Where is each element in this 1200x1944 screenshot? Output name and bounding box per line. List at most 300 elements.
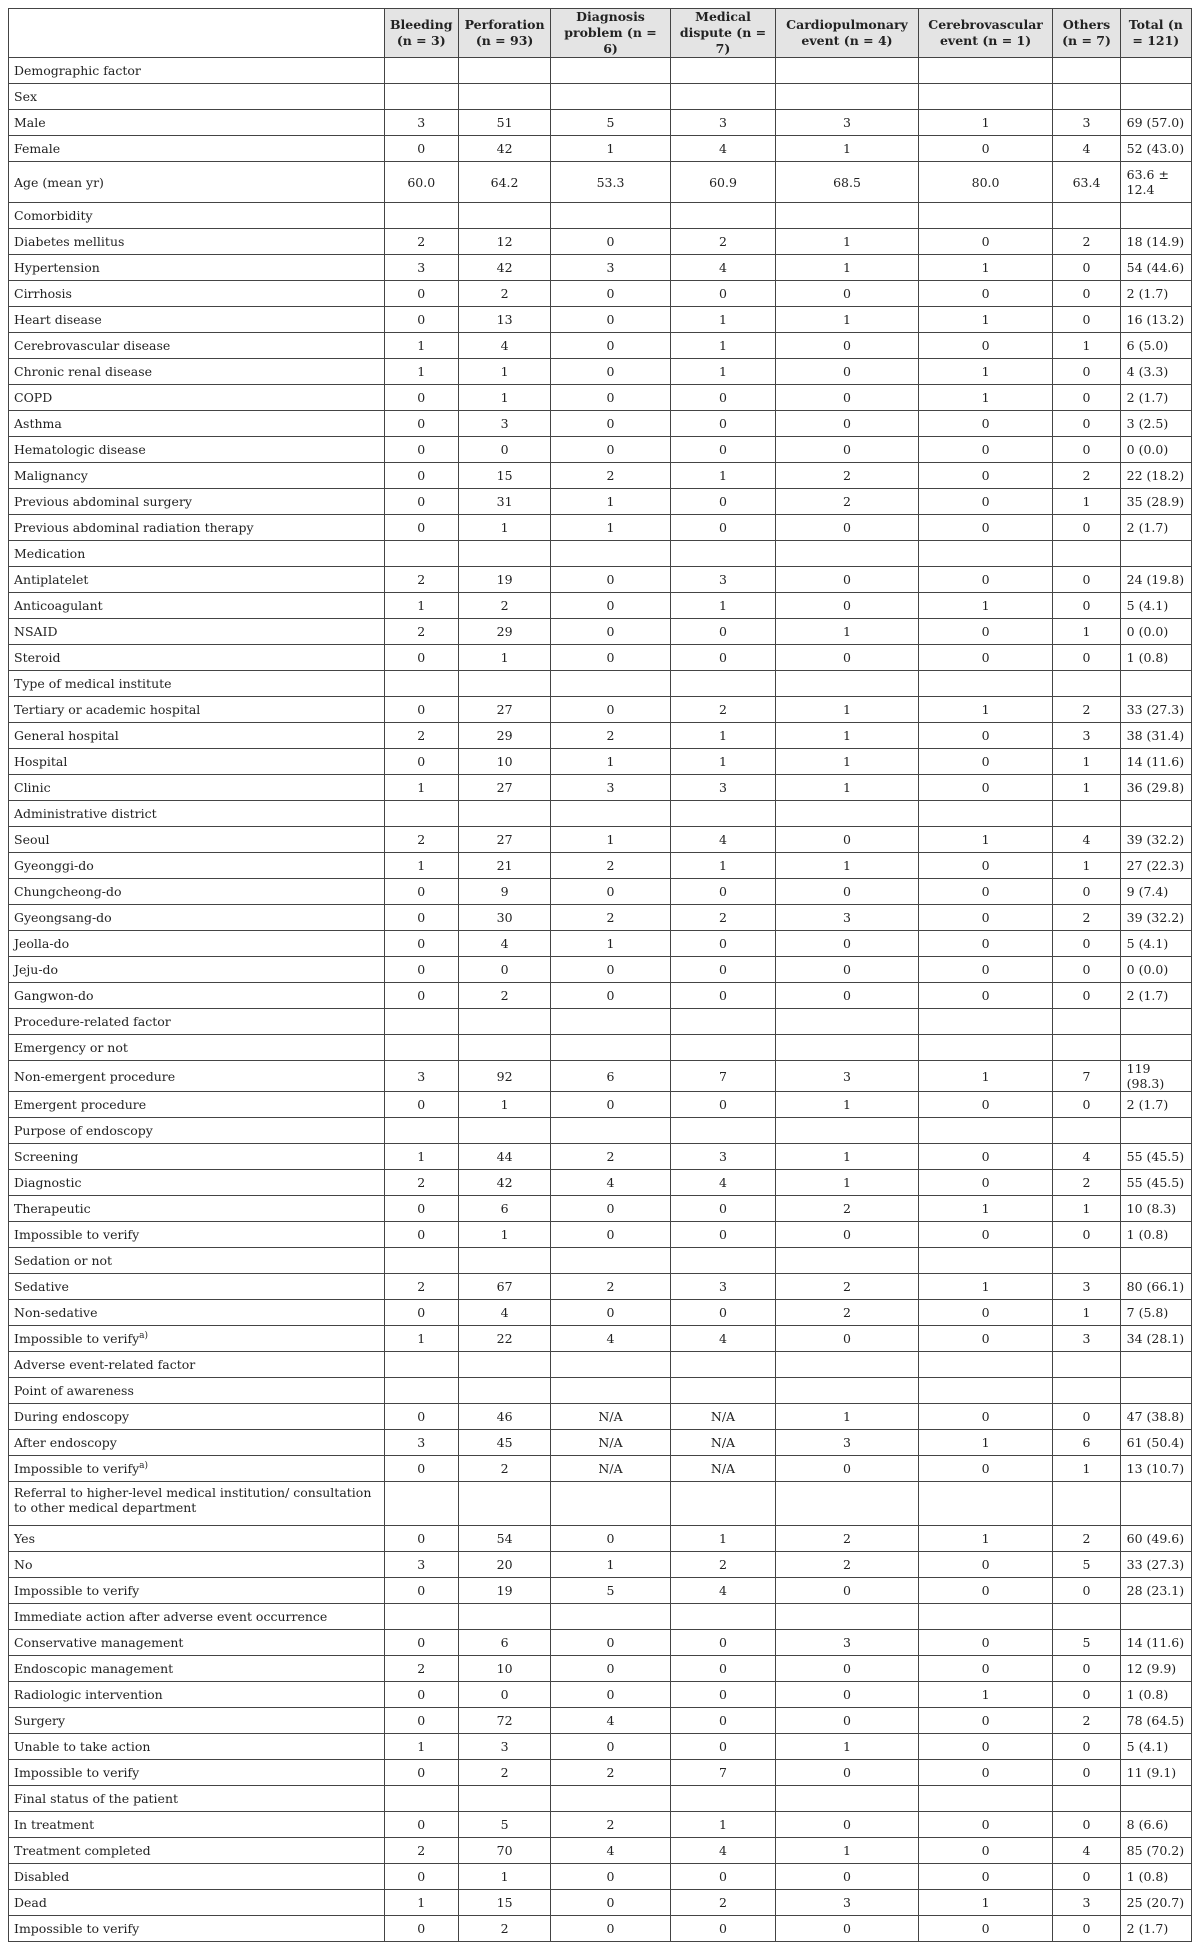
row-label-text: Final status of the patient — [14, 1791, 179, 1806]
value-cell: 0 — [551, 983, 671, 1009]
row-label — [9, 1604, 385, 1630]
value-cell — [918, 1786, 1053, 1812]
row-label — [9, 1656, 385, 1682]
value-cell — [1053, 1118, 1120, 1144]
row-label — [9, 1430, 385, 1456]
table-row — [9, 1326, 1192, 1352]
row-label-text: Medication — [14, 546, 86, 561]
value-cell: 0 — [1053, 567, 1120, 593]
value-cell: 0 — [1053, 1760, 1120, 1786]
row-label — [9, 307, 385, 333]
value-cell: 0 — [551, 697, 671, 723]
total-cell — [1120, 1248, 1191, 1274]
value-cell: 0 — [551, 879, 671, 905]
value-cell: 4 — [670, 1326, 775, 1352]
value-cell: 1 — [670, 593, 775, 619]
value-cell: 2 — [384, 1274, 458, 1300]
row-label — [9, 84, 385, 110]
value-cell: 0 — [1053, 1656, 1120, 1682]
table-row — [9, 1248, 1192, 1274]
value-cell — [458, 1482, 550, 1526]
value-cell: 0 — [384, 1916, 458, 1942]
value-cell: 3 — [458, 411, 550, 437]
row-label — [9, 983, 385, 1009]
value-cell — [670, 1352, 775, 1378]
table-row — [9, 1760, 1192, 1786]
table-row — [9, 619, 1192, 645]
row-label — [9, 1248, 385, 1274]
value-cell — [551, 84, 671, 110]
value-cell: 0 — [1053, 1578, 1120, 1604]
row-label — [9, 1526, 385, 1552]
value-cell — [384, 1035, 458, 1061]
value-cell: 2 — [458, 1916, 550, 1942]
value-cell: 2 — [1053, 463, 1120, 489]
table-row — [9, 515, 1192, 541]
value-cell: 1 — [551, 1552, 671, 1578]
value-cell: 42 — [458, 1170, 550, 1196]
value-cell: 0 — [918, 931, 1053, 957]
row-label-text: Emergent procedure — [14, 1097, 147, 1112]
row-label — [9, 827, 385, 853]
value-cell: 64.2 — [458, 162, 550, 203]
value-cell: 0 — [384, 411, 458, 437]
value-cell: 0 — [1053, 879, 1120, 905]
row-label-text: Impossible to verify — [14, 1921, 140, 1936]
value-cell — [918, 1604, 1053, 1630]
value-cell: N/A — [670, 1404, 775, 1430]
value-cell — [458, 1118, 550, 1144]
value-cell: 0 — [551, 1300, 671, 1326]
value-cell: 1 — [458, 1864, 550, 1890]
value-cell: 51 — [458, 110, 550, 136]
value-cell: 0 — [1053, 1812, 1120, 1838]
value-cell — [551, 671, 671, 697]
table-row — [9, 84, 1192, 110]
value-cell: 0 — [384, 1222, 458, 1248]
total-cell — [1120, 1118, 1191, 1144]
value-cell: 0 — [776, 1760, 919, 1786]
value-cell: 0 — [458, 1682, 550, 1708]
value-cell: 0 — [776, 827, 919, 853]
total-cell: 2 (1.7) — [1120, 385, 1191, 411]
row-label-text: Screening — [14, 1149, 79, 1164]
row-label-text: Treatment completed — [14, 1843, 151, 1858]
value-cell — [918, 541, 1053, 567]
value-cell: 0 — [776, 983, 919, 1009]
table-row — [9, 1578, 1192, 1604]
value-cell: 1 — [918, 1430, 1053, 1456]
table-row — [9, 1352, 1192, 1378]
row-label-text: Gangwon-do — [14, 988, 94, 1003]
row-label-text: Cerebrovascular disease — [14, 338, 171, 353]
row-label-text: Endoscopic management — [14, 1661, 174, 1676]
value-cell: 4 — [551, 1170, 671, 1196]
row-label-text: Chronic renal disease — [14, 364, 153, 379]
table-row — [9, 1009, 1192, 1035]
value-cell: 0 — [670, 957, 775, 983]
total-cell — [1120, 1378, 1191, 1404]
table-row — [9, 1916, 1192, 1942]
table-row — [9, 697, 1192, 723]
value-cell: 3 — [776, 1630, 919, 1656]
row-label-text: Hematologic disease — [14, 442, 146, 457]
value-cell — [551, 541, 671, 567]
value-cell: 0 — [384, 645, 458, 671]
row-label-text: Sedative — [14, 1279, 69, 1294]
value-cell: 0 — [384, 385, 458, 411]
row-label — [9, 1760, 385, 1786]
row-label — [9, 359, 385, 385]
table-row — [9, 1786, 1192, 1812]
value-cell: 0 — [1053, 437, 1120, 463]
value-cell: 4 — [458, 931, 550, 957]
value-cell — [918, 203, 1053, 229]
value-cell: 1 — [670, 307, 775, 333]
row-label-text: Impossible to verify — [14, 1583, 140, 1598]
value-cell: 0 — [670, 931, 775, 957]
value-cell: 0 — [670, 437, 775, 463]
total-cell: 2 (1.7) — [1120, 1916, 1191, 1942]
value-cell — [384, 1786, 458, 1812]
value-cell: 1 — [458, 1222, 550, 1248]
value-cell: 27 — [458, 697, 550, 723]
value-cell: 0 — [776, 1656, 919, 1682]
value-cell: 0 — [776, 1916, 919, 1942]
value-cell: 9 — [458, 879, 550, 905]
row-label — [9, 229, 385, 255]
value-cell: 0 — [670, 1300, 775, 1326]
value-cell — [670, 1118, 775, 1144]
value-cell: 2 — [384, 723, 458, 749]
value-cell: 1 — [918, 1061, 1053, 1092]
total-cell: 47 (38.8) — [1120, 1404, 1191, 1430]
row-label-text: Immediate action after adverse event occurrence — [14, 1609, 328, 1624]
row-label — [9, 1682, 385, 1708]
value-cell: 0 — [384, 697, 458, 723]
value-cell: 0 — [776, 1708, 919, 1734]
value-cell: 1 — [1053, 775, 1120, 801]
total-cell: 7 (5.8) — [1120, 1300, 1191, 1326]
table-row — [9, 1604, 1192, 1630]
row-label-text: Asthma — [14, 416, 62, 431]
value-cell: 0 — [384, 489, 458, 515]
value-cell: 2 — [551, 463, 671, 489]
value-cell: 1 — [918, 593, 1053, 619]
value-cell: 12 — [458, 229, 550, 255]
value-cell — [918, 801, 1053, 827]
value-cell: 0 — [384, 1630, 458, 1656]
table-row — [9, 229, 1192, 255]
value-cell: 0 — [384, 437, 458, 463]
value-cell: 0 — [1053, 983, 1120, 1009]
value-cell: 2 — [458, 983, 550, 1009]
value-cell — [670, 1009, 775, 1035]
value-cell — [458, 1009, 550, 1035]
row-label — [9, 1274, 385, 1300]
table-row — [9, 1118, 1192, 1144]
row-label — [9, 1812, 385, 1838]
value-cell — [384, 1118, 458, 1144]
value-cell: 6 — [458, 1196, 550, 1222]
table-row — [9, 1170, 1192, 1196]
value-cell: 15 — [458, 1890, 550, 1916]
row-label-text: Steroid — [14, 650, 61, 665]
row-label — [9, 775, 385, 801]
value-cell: 0 — [670, 1656, 775, 1682]
value-cell: 2 — [1053, 905, 1120, 931]
value-cell: 0 — [918, 1812, 1053, 1838]
value-cell: 1 — [918, 110, 1053, 136]
total-cell — [1120, 84, 1191, 110]
table-container — [8, 8, 1192, 1942]
row-label-text: General hospital — [14, 728, 119, 743]
row-label — [9, 162, 385, 203]
value-cell: 2 — [1053, 1170, 1120, 1196]
value-cell: 0 — [918, 853, 1053, 879]
value-cell: 2 — [384, 1656, 458, 1682]
row-label-text: Procedure-related factor — [14, 1014, 171, 1029]
row-label — [9, 879, 385, 905]
value-cell: 0 — [551, 1734, 671, 1760]
value-cell: 21 — [458, 853, 550, 879]
row-label — [9, 1630, 385, 1656]
row-label-text: Impossible to verify — [14, 1331, 140, 1346]
total-cell: 55 (45.5) — [1120, 1144, 1191, 1170]
value-cell: 0 — [551, 411, 671, 437]
value-cell: 22 — [458, 1326, 550, 1352]
total-cell: 22 (18.2) — [1120, 463, 1191, 489]
table-row — [9, 110, 1192, 136]
value-cell: 0 — [776, 1578, 919, 1604]
value-cell: 2 — [776, 1552, 919, 1578]
value-cell: 0 — [918, 1092, 1053, 1118]
value-cell: 0 — [918, 1552, 1053, 1578]
value-cell: 0 — [918, 515, 1053, 541]
value-cell: 0 — [776, 1682, 919, 1708]
table-row — [9, 1222, 1192, 1248]
value-cell: 0 — [384, 1812, 458, 1838]
value-cell: 15 — [458, 463, 550, 489]
row-label-text: Jeolla-do — [14, 936, 70, 951]
value-cell: 0 — [670, 645, 775, 671]
value-cell — [776, 801, 919, 827]
value-cell: 1 — [458, 1092, 550, 1118]
value-cell: 0 — [551, 645, 671, 671]
table-row — [9, 359, 1192, 385]
table-row — [9, 1812, 1192, 1838]
value-cell: 3 — [551, 775, 671, 801]
row-label-text: Impossible to verify — [14, 1227, 140, 1242]
value-cell — [1053, 1604, 1120, 1630]
value-cell: 1 — [551, 749, 671, 775]
value-cell: 2 — [384, 619, 458, 645]
row-label — [9, 1404, 385, 1430]
value-cell: 1 — [776, 1092, 919, 1118]
value-cell: 0 — [551, 359, 671, 385]
value-cell: 0 — [918, 645, 1053, 671]
value-cell: 0 — [776, 385, 919, 411]
value-cell: 4 — [1053, 136, 1120, 162]
value-cell — [1053, 1482, 1120, 1526]
value-cell: 4 — [458, 333, 550, 359]
row-label-text: Comorbidity — [14, 208, 93, 223]
value-cell: 0 — [551, 307, 671, 333]
row-label-text: Gyeonggi-do — [14, 858, 94, 873]
value-cell — [551, 1035, 671, 1061]
value-cell — [384, 58, 458, 84]
value-cell: 0 — [1053, 1734, 1120, 1760]
value-cell: 2 — [458, 1456, 550, 1482]
total-cell: 25 (20.7) — [1120, 1890, 1191, 1916]
value-cell: 0 — [1053, 645, 1120, 671]
value-cell: 1 — [384, 775, 458, 801]
value-cell: 3 — [670, 775, 775, 801]
row-label — [9, 1578, 385, 1604]
row-label — [9, 255, 385, 281]
row-label — [9, 1118, 385, 1144]
table-row — [9, 162, 1192, 203]
row-label — [9, 1890, 385, 1916]
value-cell: 2 — [551, 1274, 671, 1300]
row-label — [9, 1786, 385, 1812]
value-cell: 0 — [918, 905, 1053, 931]
value-cell: 4 — [458, 1300, 550, 1326]
value-cell: 0 — [776, 515, 919, 541]
value-cell — [776, 84, 919, 110]
value-cell — [384, 1009, 458, 1035]
value-cell — [458, 1035, 550, 1061]
value-cell: 0 — [384, 463, 458, 489]
value-cell — [384, 1482, 458, 1526]
value-cell: 0 — [1053, 359, 1120, 385]
value-cell: 0 — [384, 1578, 458, 1604]
total-cell: 8 (6.6) — [1120, 1812, 1191, 1838]
value-cell: 1 — [384, 1890, 458, 1916]
row-label-text: Sex — [14, 89, 38, 104]
table-row — [9, 136, 1192, 162]
value-cell: 0 — [918, 489, 1053, 515]
total-cell: 119 (98.3) — [1120, 1061, 1191, 1092]
value-cell: 1 — [551, 136, 671, 162]
header-medical-dispute: Medical dispute (n = 7) — [670, 9, 775, 58]
row-label — [9, 1061, 385, 1092]
value-cell: 0 — [918, 1838, 1053, 1864]
table-row — [9, 671, 1192, 697]
value-cell — [670, 801, 775, 827]
value-cell: 3 — [384, 1061, 458, 1092]
total-cell: 1 (0.8) — [1120, 1222, 1191, 1248]
table-row — [9, 463, 1192, 489]
value-cell: 0 — [918, 281, 1053, 307]
row-label-text: During endoscopy — [14, 1409, 130, 1424]
table-row — [9, 905, 1192, 931]
row-label-text: Surgery — [14, 1713, 66, 1728]
table-body — [9, 58, 1192, 1942]
value-cell — [776, 1604, 919, 1630]
value-cell: 3 — [458, 1734, 550, 1760]
row-label — [9, 1378, 385, 1404]
value-cell: 2 — [384, 1170, 458, 1196]
value-cell: 0 — [384, 1092, 458, 1118]
value-cell: 0 — [918, 229, 1053, 255]
table-row — [9, 1300, 1192, 1326]
header-others: Others (n = 7) — [1053, 9, 1120, 58]
table-row — [9, 827, 1192, 853]
value-cell: 0 — [384, 905, 458, 931]
value-cell: 0 — [670, 879, 775, 905]
value-cell: 1 — [670, 333, 775, 359]
value-cell: 19 — [458, 1578, 550, 1604]
total-cell: 18 (14.9) — [1120, 229, 1191, 255]
row-label — [9, 281, 385, 307]
table-row — [9, 1092, 1192, 1118]
total-cell — [1120, 1009, 1191, 1035]
total-cell — [1120, 1482, 1191, 1526]
value-cell — [776, 1352, 919, 1378]
row-label-text: Yes — [14, 1531, 35, 1546]
value-cell: 46 — [458, 1404, 550, 1430]
row-label-text: Seoul — [14, 832, 50, 847]
value-cell: 0 — [384, 983, 458, 1009]
value-cell: 4 — [670, 255, 775, 281]
value-cell — [384, 801, 458, 827]
value-cell: 3 — [670, 1274, 775, 1300]
value-cell — [1053, 1009, 1120, 1035]
total-cell: 52 (43.0) — [1120, 136, 1191, 162]
total-cell — [1120, 671, 1191, 697]
value-cell: 1 — [918, 1274, 1053, 1300]
table-row — [9, 411, 1192, 437]
value-cell: 1 — [776, 697, 919, 723]
value-cell: 0 — [551, 437, 671, 463]
value-cell: 2 — [551, 853, 671, 879]
value-cell — [458, 541, 550, 567]
table-row — [9, 1656, 1192, 1682]
value-cell: 4 — [670, 1578, 775, 1604]
value-cell — [458, 84, 550, 110]
footnote-marker: a) — [139, 1460, 149, 1471]
total-cell: 85 (70.2) — [1120, 1838, 1191, 1864]
value-cell: 1 — [1053, 1300, 1120, 1326]
value-cell: 2 — [384, 229, 458, 255]
value-cell: 0 — [384, 1300, 458, 1326]
row-label-text: Clinic — [14, 780, 51, 795]
table-row — [9, 567, 1192, 593]
value-cell: 2 — [670, 905, 775, 931]
table-row — [9, 58, 1192, 84]
value-cell — [776, 1118, 919, 1144]
value-cell — [1053, 1035, 1120, 1061]
row-label — [9, 645, 385, 671]
value-cell: 4 — [551, 1708, 671, 1734]
value-cell: 7 — [1053, 1061, 1120, 1092]
value-cell: 0 — [776, 931, 919, 957]
value-cell: 1 — [551, 515, 671, 541]
row-label — [9, 931, 385, 957]
row-label — [9, 723, 385, 749]
value-cell — [1053, 203, 1120, 229]
total-cell: 33 (27.3) — [1120, 1552, 1191, 1578]
value-cell — [1053, 1786, 1120, 1812]
value-cell — [776, 203, 919, 229]
value-cell: 4 — [551, 1838, 671, 1864]
total-cell: 55 (45.5) — [1120, 1170, 1191, 1196]
value-cell: 0 — [776, 957, 919, 983]
value-cell: 0 — [776, 1812, 919, 1838]
value-cell: 0 — [551, 1526, 671, 1552]
row-label — [9, 203, 385, 229]
